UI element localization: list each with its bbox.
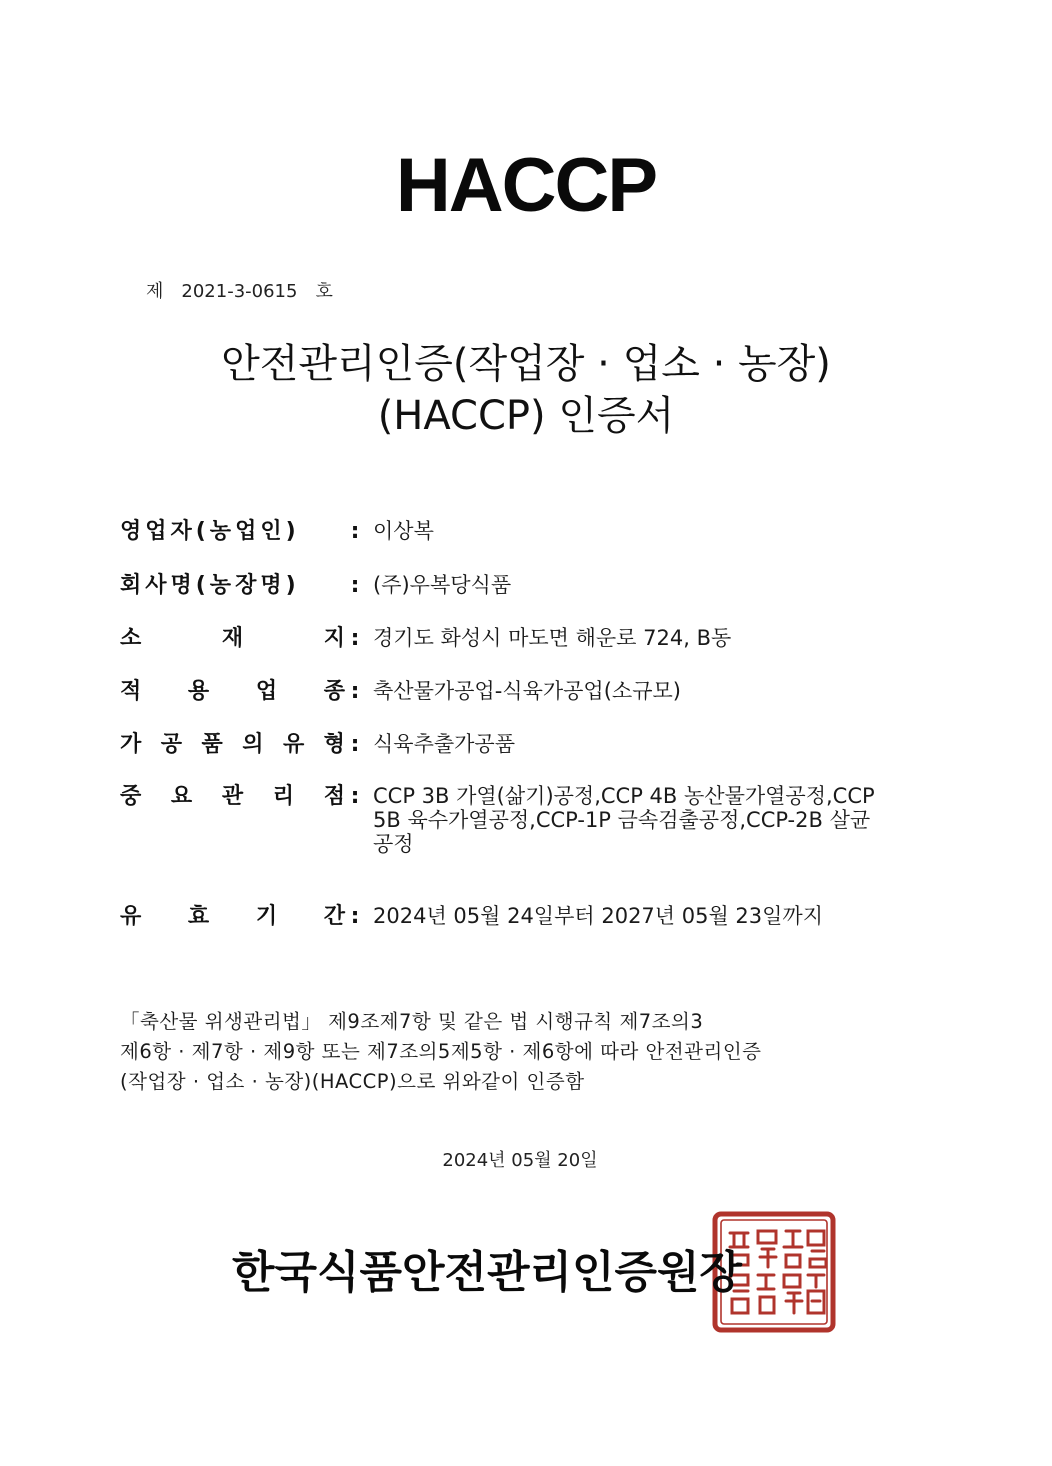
field-colon: : xyxy=(350,679,360,704)
field-value: 이상복 xyxy=(373,519,434,543)
field-label xyxy=(120,626,345,652)
field-colon: : xyxy=(350,732,360,757)
certificate-title xyxy=(0,338,1052,442)
field-value: 2024년 05월 24일부터 2027년 05월 23일까지 xyxy=(373,904,824,928)
field-label-char: 리 xyxy=(272,784,295,809)
field-product-type xyxy=(120,732,950,758)
field-label: 회사명(농장명) xyxy=(120,573,300,598)
field-label xyxy=(120,732,345,758)
issuer-name: 한국식품안전관리인증원장 xyxy=(232,1247,743,1298)
field-label-char: 적 xyxy=(120,679,142,704)
field-label xyxy=(120,679,345,705)
field-label-char: 지 xyxy=(323,626,345,651)
field-value-multiline xyxy=(373,784,950,856)
field-label-char: 공 xyxy=(160,732,182,757)
field-label-char: 형 xyxy=(323,732,345,757)
certificate-number-suffix: 호 xyxy=(315,281,333,302)
field-label-char: 가 xyxy=(120,732,142,757)
field-label-char: 유 xyxy=(120,904,142,929)
field-validity xyxy=(120,904,950,930)
haccp-logo: HACCP xyxy=(395,143,657,228)
title-line-2: (HACCP) 인증서 xyxy=(377,393,675,439)
field-label-char: 품 xyxy=(201,732,223,757)
field-label-char: 중 xyxy=(120,784,142,809)
field-label-char: 의 xyxy=(242,732,264,757)
field-colon: : xyxy=(350,626,360,651)
field-label-char: 점 xyxy=(323,784,345,809)
statement-line-2: 제6항 · 제7항 · 제9항 또는 제7조의5제5항 · 제6항에 따라 안전관리인증 xyxy=(120,1040,762,1063)
certification-statement xyxy=(120,1007,940,1097)
field-colon: : xyxy=(350,784,360,809)
field-label-char: 요 xyxy=(170,784,193,809)
field-value: 식육추출가공품 xyxy=(373,732,516,756)
field-industry xyxy=(120,679,950,705)
field-colon: : xyxy=(350,519,360,544)
field-operator xyxy=(120,519,950,545)
field-label-char: 간 xyxy=(323,904,345,929)
field-label-char: 유 xyxy=(282,732,305,757)
field-value: 축산물가공업-식육가공업(소규모) xyxy=(373,679,681,703)
ccp-line-3: 공정 xyxy=(373,832,414,856)
title-line-1: 안전관리인증(작업장 · 업소 · 농장) xyxy=(221,341,831,387)
issue-date: 2024년 05월 20일 xyxy=(442,1150,598,1171)
certificate-number-value: 2021-3-0615 xyxy=(181,281,298,302)
field-label-char: 종 xyxy=(323,679,345,704)
statement-line-3: (작업장 · 업소 · 농장)(HACCP)으로 위와같이 인증함 xyxy=(120,1070,585,1093)
field-company xyxy=(120,573,950,599)
certificate-number-prefix: 제 xyxy=(146,281,164,302)
field-label-char: 업 xyxy=(255,679,278,704)
field-label xyxy=(120,904,345,930)
field-colon: : xyxy=(350,904,360,929)
field-label-char: 효 xyxy=(187,904,210,929)
ccp-line-1: CCP 3B 가열(삶기)공정,CCP 4B 농산물가열공정,CCP xyxy=(373,784,875,808)
field-label-char: 용 xyxy=(187,679,210,704)
field-label-char: 관 xyxy=(221,784,244,809)
field-label: 영업자(농업인) xyxy=(120,519,300,544)
field-label xyxy=(120,784,345,810)
field-label-char: 재 xyxy=(221,626,244,651)
certificate-number xyxy=(146,277,351,303)
ccp-line-2: 5B 육수가열공정,CCP-1P 금속검출공정,CCP-2B 살균 xyxy=(373,808,871,832)
field-ccp xyxy=(120,784,950,864)
statement-line-1: 「축산물 위생관리법」 제9조제7항 및 같은 법 시행규칙 제7조의3 xyxy=(120,1010,704,1033)
field-address xyxy=(120,626,950,652)
field-label-char: 소 xyxy=(120,626,142,651)
certificate-fields xyxy=(120,519,950,930)
field-colon: : xyxy=(350,573,360,598)
field-value: (주)우복당식품 xyxy=(373,573,512,597)
field-value: 경기도 화성시 마도면 해운로 724, B동 xyxy=(373,626,732,650)
field-label-char: 기 xyxy=(255,904,278,929)
